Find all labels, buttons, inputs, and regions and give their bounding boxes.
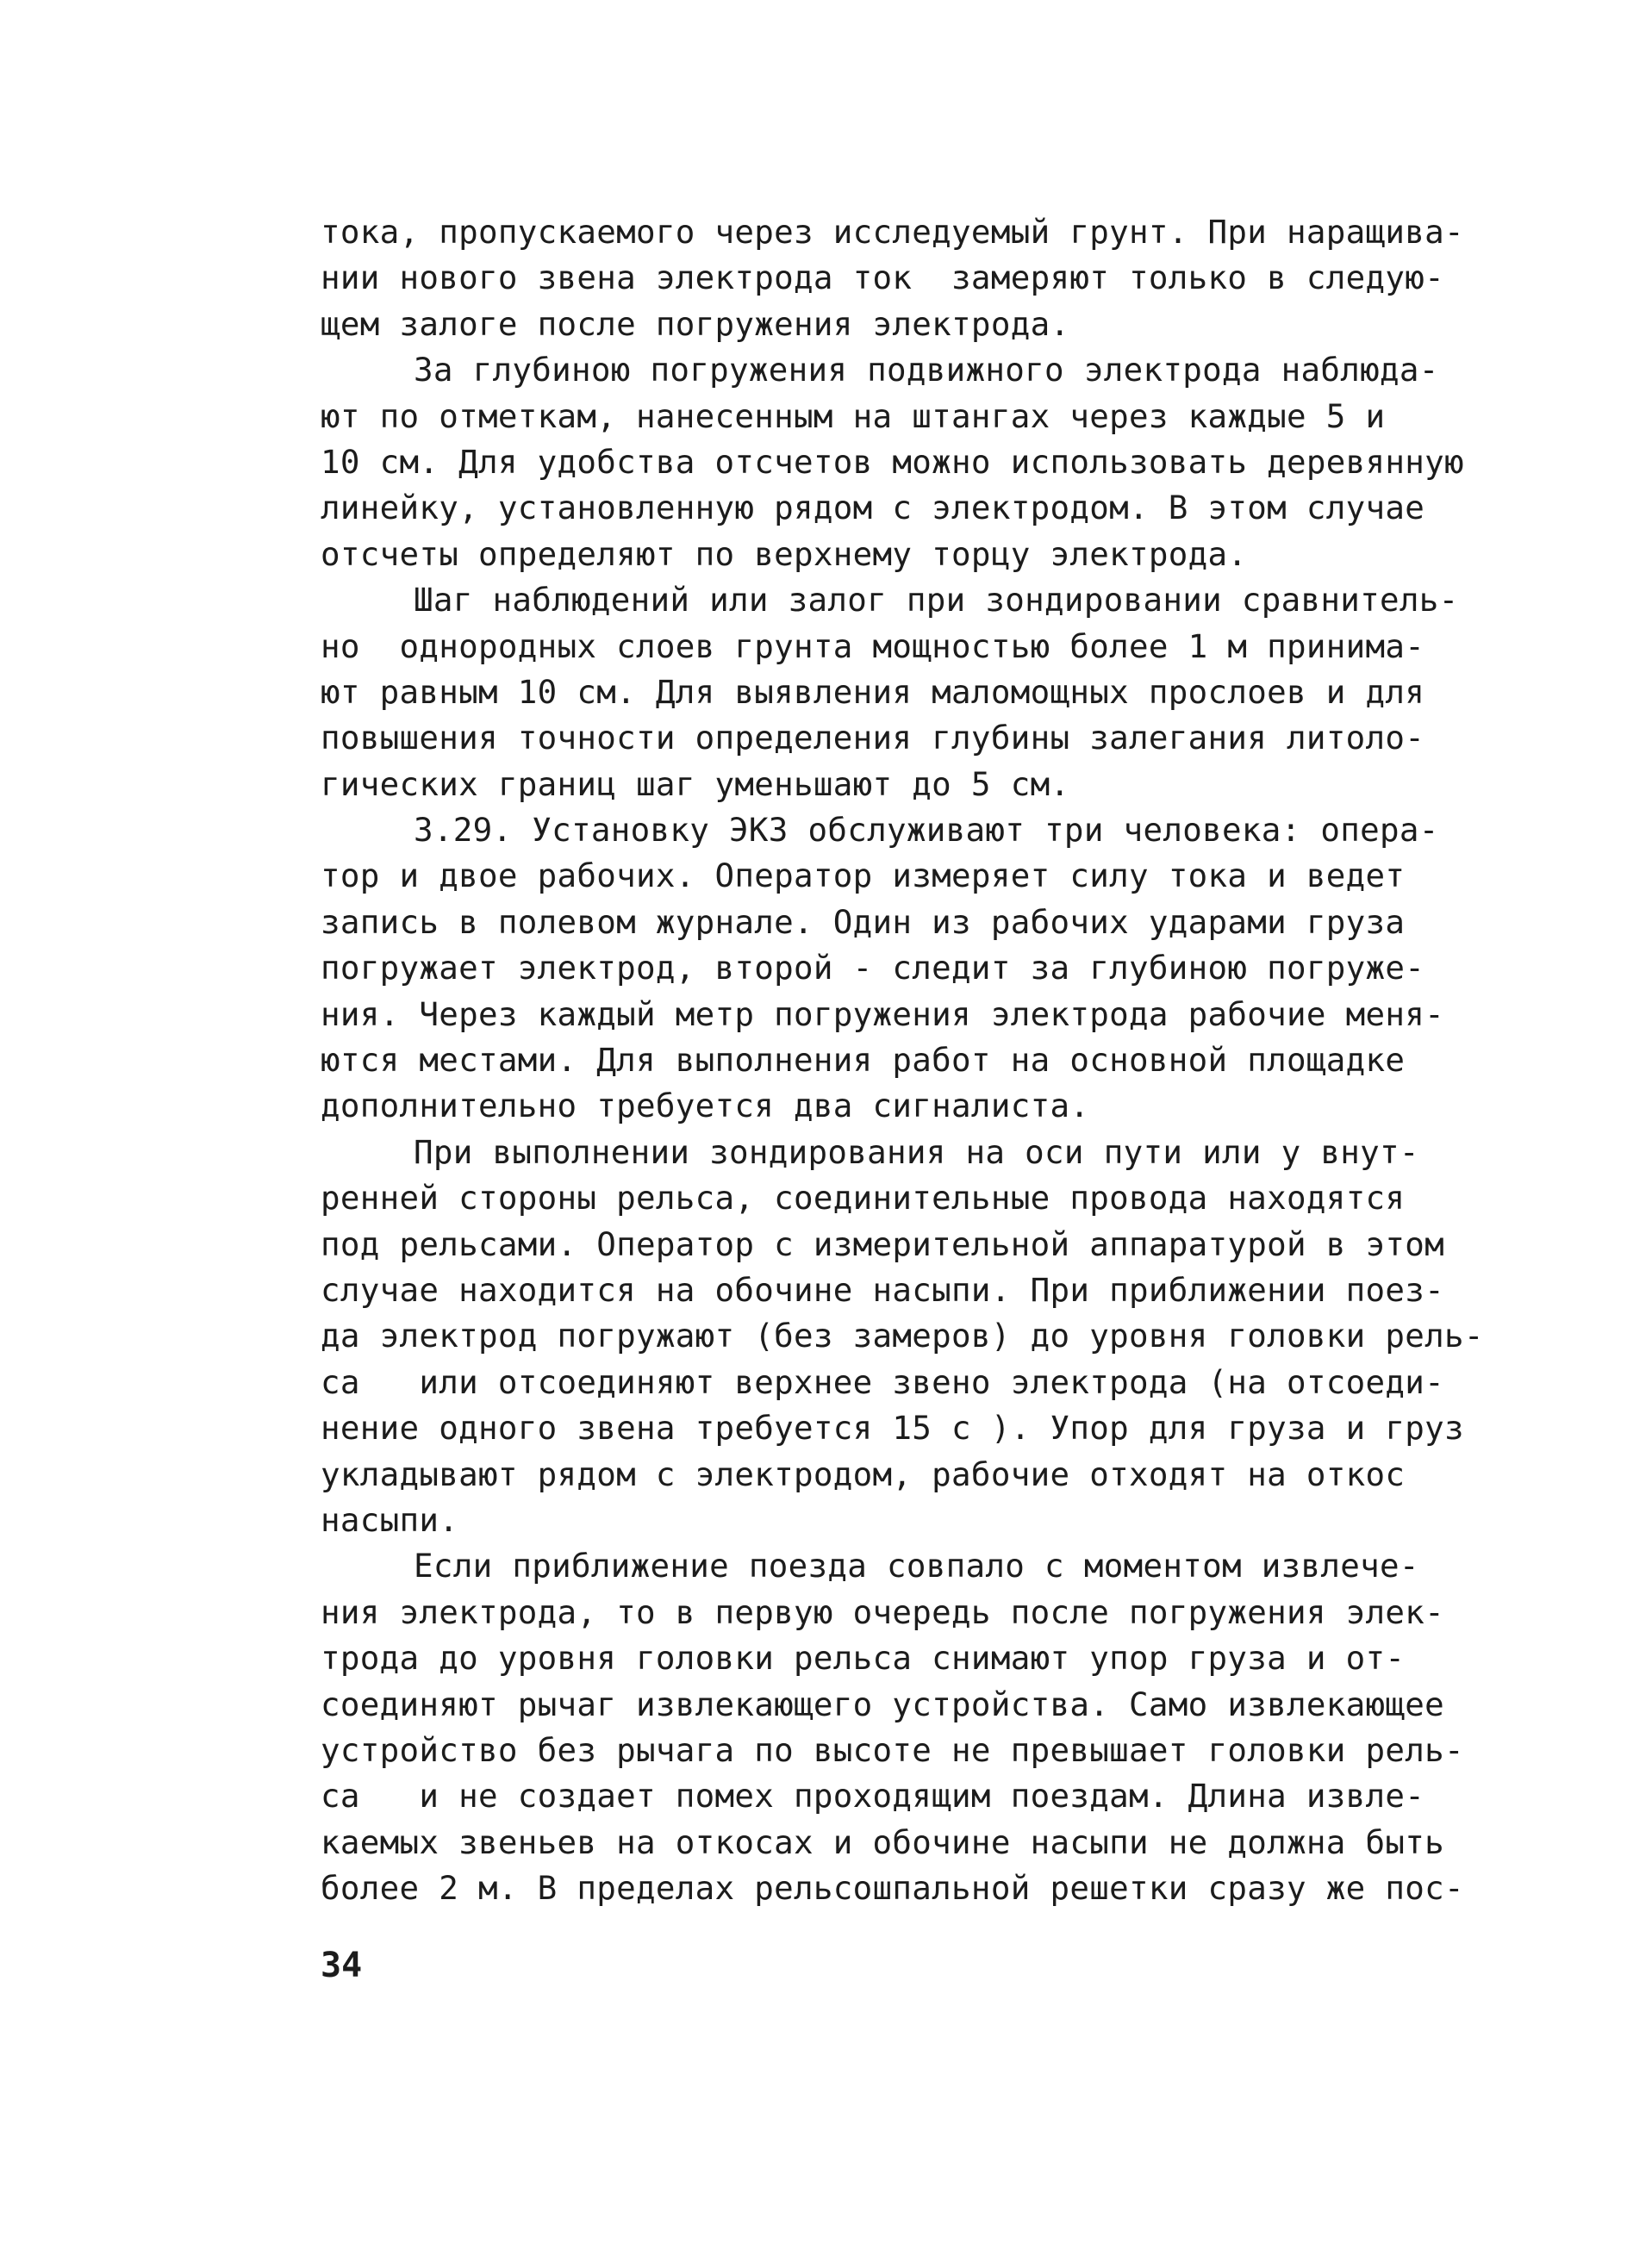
body-text: [321, 209, 1484, 1911]
text-line: ются местами. Для выполнения работ на основной площадке: [321, 1041, 1406, 1080]
text-line: более 2 м. В пределах рельсошпальной решетки сразу же пос-: [321, 1869, 1464, 1908]
text-line: под рельсами. Оператор с измерительной аппаратурой в этом: [321, 1224, 1444, 1263]
paragraph-first-line: Шаг наблюдений или залог при зондировании сравнитель-: [414, 581, 1459, 620]
text-line: погружает электрод, второй - следит за глубиною погруже-: [321, 949, 1425, 987]
text-line: отсчеты определяют по верхнему торцу электрода.: [321, 534, 1248, 573]
text-line: нии нового звена электрода ток замеряют только в следую-: [321, 259, 1444, 297]
paragraph-first-line: 3.29. Установку ЭКЗ обслуживают три человека: опера-: [414, 811, 1439, 850]
text-line: са или отсоединяют верхнее звено электрода (на отсоеди-: [321, 1362, 1444, 1401]
text-line: гических границ шаг уменьшают до 5 см.: [321, 764, 1070, 803]
text-line: линейку, установленную рядом с электродом. В этом случае: [321, 489, 1425, 527]
text-line: укладывают рядом с электродом, рабочие отходят на откос: [321, 1455, 1406, 1493]
paragraph-first-line: Если приближение поезда совпало с моментом извлече-: [414, 1547, 1419, 1585]
paragraph-first-line: За глубиною погружения подвижного электрода наблюда-: [414, 351, 1439, 389]
paragraph-first-line: При выполнении зондирования на оси пути или у внут-: [414, 1132, 1419, 1171]
text-line: запись в полевом журнале. Один из рабочих ударами груза: [321, 902, 1406, 941]
text-line: ют равным 10 см. Для выявления маломощных прослоев и для: [321, 672, 1425, 711]
text-line: ют по отметкам, нанесенным на штангах через каждые 5 и: [321, 396, 1386, 435]
text-line: щем залоге после погружения электрода.: [321, 304, 1070, 343]
text-line: ния. Через каждый метр погружения электрода рабочие меня-: [321, 994, 1444, 1033]
text-line: ренней стороны рельса, соединительные провода находятся: [321, 1179, 1406, 1218]
page-number: 34: [321, 1946, 363, 1985]
text-line: да электрод погружают (без замеров) до уровня головки рель-: [321, 1317, 1484, 1355]
text-line: трода до уровня головки рельса снимают упор груза и от-: [321, 1639, 1406, 1678]
text-line: нение одного звена требуется 15 с ). Упор для груза и груз: [321, 1409, 1464, 1448]
text-line: насыпи.: [321, 1500, 459, 1539]
text-line: тор и двое рабочих. Оператор измеряет силу тока и ведет: [321, 857, 1406, 895]
text-line: соединяют рычаг извлекающего устройства. Само извлекающее: [321, 1685, 1444, 1723]
text-line: каемых звеньев на откосах и обочине насыпи не должна быть: [321, 1822, 1444, 1861]
text-line: 10 см. Для удобства отсчетов можно использовать деревянную: [321, 442, 1464, 481]
text-line: тока, пропускаемого через исследуемый грунт. При наращива-: [321, 213, 1464, 251]
text-line: случае находится на обочине насыпи. При приближении поез-: [321, 1270, 1444, 1309]
text-line: устройство без рычага по высоте не превышает головки рель-: [321, 1730, 1464, 1769]
text-line: ния электрода, то в первую очередь после погружения элек-: [321, 1592, 1444, 1631]
text-line: са и не создает помех проходящим поездам. Длина извле-: [321, 1777, 1425, 1816]
text-line: дополнительно требуется два сигналиста.: [321, 1087, 1090, 1125]
text-line: повышения точности определения глубины залегания литоло-: [321, 719, 1425, 757]
text-line: но однородных слоев грунта мощностью более 1 м принима-: [321, 626, 1425, 665]
